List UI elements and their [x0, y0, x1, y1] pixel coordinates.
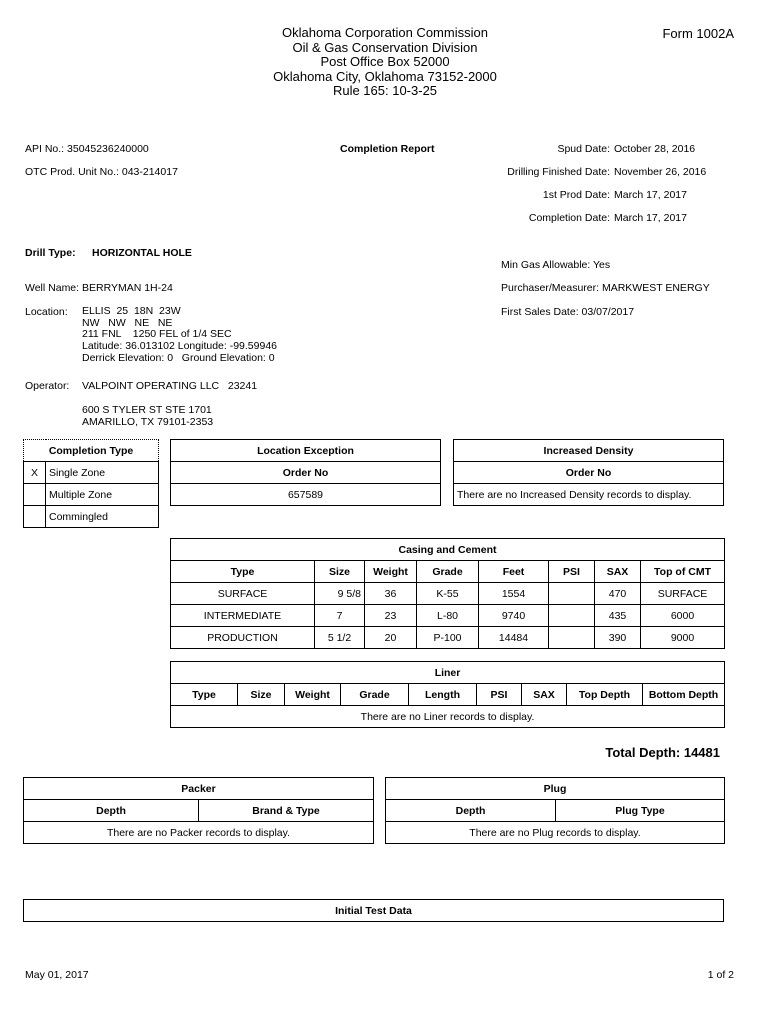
- header-line-3: Post Office Box 52000: [320, 54, 450, 69]
- plug-empty: There are no Plug records to display.: [386, 822, 725, 844]
- table-cell: [549, 627, 595, 649]
- table-cell: 36: [365, 583, 417, 605]
- completion-label: Single Zone: [46, 462, 159, 484]
- table-cell: 5 1/2: [315, 627, 365, 649]
- packer-title: Packer: [24, 778, 374, 800]
- table-cell: INTERMEDIATE: [171, 605, 315, 627]
- drill-type-value: HORIZONTAL HOLE: [92, 247, 192, 259]
- table-cell: 7: [315, 605, 365, 627]
- column-header: Bottom Depth: [643, 684, 725, 706]
- table-cell: 470: [595, 583, 641, 605]
- column-header: Type: [171, 561, 315, 583]
- column-header: Depth: [24, 800, 199, 822]
- column-header: SAX: [595, 561, 641, 583]
- table-cell: 9740: [479, 605, 549, 627]
- initial-test-table: [23, 899, 724, 922]
- address-line: AMARILLO, TX 79101-2353: [82, 416, 214, 428]
- api-number: API No.: 35045236240000: [25, 143, 149, 155]
- first-prod-value: March 17, 2017: [614, 189, 687, 201]
- table-row: [24, 822, 374, 844]
- address-line: 600 S TYLER ST STE 1701: [82, 404, 212, 416]
- liner-table: [170, 661, 725, 728]
- table-cell: 435: [595, 605, 641, 627]
- casing-header-row: [171, 561, 725, 583]
- first-prod-label: 1st Prod Date:: [542, 189, 610, 201]
- drilling-finished-value: November 26, 2016: [614, 166, 707, 178]
- table-cell: P-100: [417, 627, 479, 649]
- column-header: Grade: [417, 561, 479, 583]
- spud-date-label: Spud Date:: [557, 143, 610, 155]
- table-cell: 6000: [641, 605, 725, 627]
- drill-type-label: Drill Type:: [25, 247, 76, 259]
- column-header: Type: [171, 684, 238, 706]
- table-cell: 9 5/8: [315, 583, 365, 605]
- completion-date-label: Completion Date:: [528, 212, 610, 224]
- completion-date-value: March 17, 2017: [614, 212, 687, 224]
- location-line: NW NW NE NE: [82, 316, 173, 329]
- well-name: Well Name: BERRYMAN 1H-24: [25, 282, 173, 294]
- column-header: PSI: [549, 561, 595, 583]
- completion-type-title: Completion Type: [24, 440, 159, 462]
- completion-label: Multiple Zone: [46, 484, 159, 506]
- location-exception-col: Order No: [171, 462, 441, 484]
- table-cell: 1554: [479, 583, 549, 605]
- packer-table: [23, 777, 374, 844]
- table-cell: L-80: [417, 605, 479, 627]
- column-header: PSI: [477, 684, 522, 706]
- first-sales-date: First Sales Date: 03/07/2017: [501, 306, 635, 318]
- column-header: Grade: [341, 684, 409, 706]
- table-cell: 9000: [641, 627, 725, 649]
- table-row: [454, 484, 724, 506]
- completion-mark: X: [24, 462, 46, 484]
- table-cell: SURFACE: [641, 583, 725, 605]
- column-header: Weight: [365, 561, 417, 583]
- table-cell: PRODUCTION: [171, 627, 315, 649]
- column-header: Top of CMT: [641, 561, 725, 583]
- table-row: [171, 706, 725, 728]
- header-line-5: Rule 165: 10-3-25: [332, 83, 438, 98]
- casing-cement-table: [170, 538, 725, 649]
- operator-label: Operator:: [25, 380, 70, 392]
- increased-density-table: [453, 439, 724, 506]
- operator-value: VALPOINT OPERATING LLC 23241: [82, 380, 258, 392]
- table-cell: 14484: [479, 627, 549, 649]
- completion-label: Commingled: [46, 506, 159, 528]
- table-row: [171, 583, 725, 605]
- location-exception-title: Location Exception: [171, 440, 441, 462]
- increased-density-empty: There are no Increased Density records to display.: [454, 484, 724, 506]
- packer-empty: There are no Packer records to display.: [24, 822, 374, 844]
- drilling-finished-label: Drilling Finished Date:: [507, 166, 610, 178]
- table-cell: 390: [595, 627, 641, 649]
- liner-title: Liner: [171, 662, 725, 684]
- table-row: [24, 462, 159, 484]
- location-line: 211 FNL 1250 FEL of 1/4 SEC: [82, 328, 232, 341]
- column-header: Size: [238, 684, 285, 706]
- table-row: [386, 822, 725, 844]
- plug-title: Plug: [386, 778, 725, 800]
- page-number: 1 of 2: [707, 969, 734, 981]
- liner-header-row: [171, 684, 725, 706]
- table-row: [171, 605, 725, 627]
- header-line-1: Oklahoma Corporation Commission: [282, 25, 488, 40]
- column-header: Length: [409, 684, 477, 706]
- location-label: Location:: [25, 306, 68, 318]
- otc-prod-unit: OTC Prod. Unit No.: 043-214017: [25, 166, 178, 178]
- total-depth: Total Depth: 14481: [605, 745, 720, 760]
- completion-type-table: [23, 439, 159, 528]
- table-cell: 23: [365, 605, 417, 627]
- location-line: ELLIS 25 18N 23W: [82, 305, 181, 317]
- table-row: [24, 484, 159, 506]
- operator-address: [82, 404, 213, 428]
- completion-mark: [24, 506, 46, 528]
- location-line: Derrick Elevation: 0 Ground Elevation: 0: [82, 351, 275, 364]
- min-gas-allowable: Min Gas Allowable: Yes: [501, 259, 611, 271]
- column-header: Weight: [285, 684, 341, 706]
- table-cell: [549, 605, 595, 627]
- increased-density-title: Increased Density: [454, 440, 724, 462]
- location-line: Latitude: 36.013102 Longitude: -99.59946: [82, 340, 278, 353]
- header-line-4: Oklahoma City, Oklahoma 73152-2000: [273, 68, 497, 84]
- column-header: Feet: [479, 561, 549, 583]
- casing-cement-title: Casing and Cement: [171, 539, 725, 561]
- completion-mark: [24, 484, 46, 506]
- column-header: Size: [315, 561, 365, 583]
- plug-table: [385, 777, 725, 844]
- column-header: Brand & Type: [199, 800, 374, 822]
- agency-header: [0, 26, 770, 99]
- footer-date: May 01, 2017: [25, 969, 89, 981]
- table-cell: 20: [365, 627, 417, 649]
- liner-empty: There are no Liner records to display.: [171, 706, 725, 728]
- form-number: Form 1002A: [662, 26, 734, 41]
- table-row: [171, 627, 725, 649]
- column-header: Plug Type: [556, 800, 725, 822]
- report-title: Completion Report: [340, 143, 435, 155]
- location-block: [82, 306, 277, 365]
- table-cell: [549, 583, 595, 605]
- spud-date-value: October 28, 2016: [614, 143, 696, 155]
- initial-test-title: Initial Test Data: [24, 900, 724, 922]
- table-row: [171, 484, 441, 506]
- table-row: [24, 506, 159, 528]
- table-cell: SURFACE: [171, 583, 315, 605]
- header-line-2: Oil & Gas Conservation Division: [292, 39, 478, 55]
- column-header: SAX: [522, 684, 567, 706]
- table-cell: K-55: [417, 583, 479, 605]
- location-exception-table: [170, 439, 441, 506]
- location-exception-order: 657589: [171, 484, 441, 506]
- increased-density-col: Order No: [454, 462, 724, 484]
- column-header: Depth: [386, 800, 556, 822]
- column-header: Top Depth: [567, 684, 643, 706]
- purchaser-measurer: Purchaser/Measurer: MARKWEST ENERGY: [501, 282, 710, 294]
